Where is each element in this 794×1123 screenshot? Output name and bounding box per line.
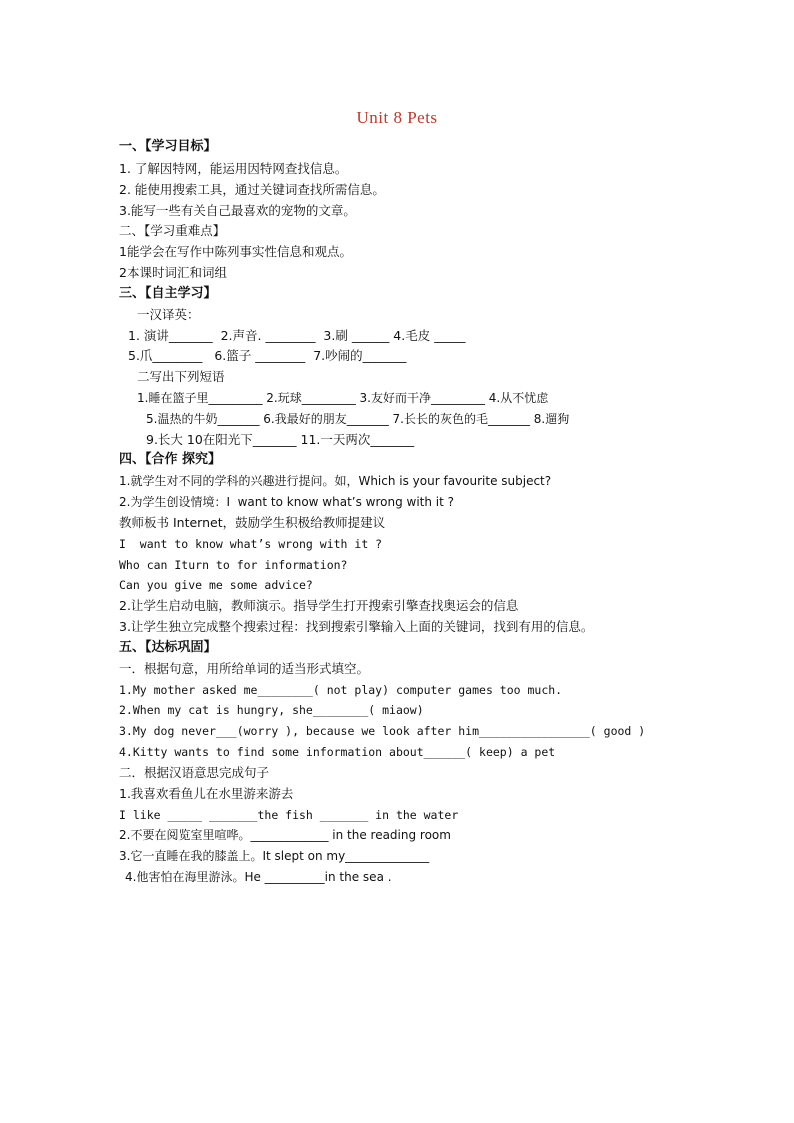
exercise-line: 9.长大 10在阳光下_______ 11.一天两次_______ xyxy=(146,432,415,447)
text-line: 2. 能使用搜索工具，通过关键词查找所需信息。 xyxy=(119,182,385,197)
section-heading: 三、【自主学习】 xyxy=(119,286,217,301)
section-heading: 一、【学习目标】 xyxy=(119,139,217,154)
text-line: 3.让学生独立完成整个搜索过程：找到搜索引擎输入上面的关键词，找到有用的信息。 xyxy=(119,619,594,634)
text-line: 1能学会在写作中陈列事实性信息和观点。 xyxy=(119,244,352,259)
exercise-line: 5.爪________ 6.篮子 ________ 7.吵闹的_______ xyxy=(128,348,407,363)
text-line: 1. 了解因特网，能运用因特网查找信息。 xyxy=(119,161,348,176)
exercise-line: 1.睡在篮子里_________ 2.玩球_________ 3.友好而干净_________ 4.从不忧虑 xyxy=(137,391,549,405)
text-line: 3.能写一些有关自己最喜欢的宠物的文章。 xyxy=(119,203,356,218)
exercise-line: 2.不要在阅览室里喧哗。_____________ in the reading room xyxy=(119,828,451,842)
text-line: Who can Iturn to for information? xyxy=(119,558,348,572)
exercise-line: 1. 演讲_______ 2.声音. ________ 3.刷 ______ 4.毛皮 _____ xyxy=(128,328,466,343)
text-line: I want to know what’s wrong with it ? xyxy=(119,537,383,551)
page-title: Unit 8 Pets xyxy=(356,108,438,127)
text-line: 2.让学生启动电脑，教师演示。指导学生打开搜索引擎查找奥运会的信息 xyxy=(119,598,519,613)
exercise-line: 3.它一直睡在我的膝盖上。It slept on my______________ xyxy=(119,849,430,863)
section-heading: 五、【达标巩固】 xyxy=(119,640,217,655)
exercise-line: 4.Kitty wants to find some information about______( keep) a pet xyxy=(119,745,556,759)
text-line: 一．根据句意，用所给单词的适当形式填空。 xyxy=(119,661,370,676)
exercise-line: I like _____ _______the fish _______ in the water xyxy=(119,808,459,822)
section-heading: 二、【学习重难点】 xyxy=(119,223,226,238)
exercise-line: 4.他害怕在海里游泳。He __________in the sea . xyxy=(125,870,392,884)
exercise-line: 1.我喜欢看鱼儿在水里游来游去 xyxy=(119,786,294,801)
exercise-line: 2.When my cat is hungry, she________( miaow) xyxy=(119,703,424,717)
text-line: 1.就学生对不同的学科的兴趣进行提问。如，Which is your favourite subject? xyxy=(119,474,552,488)
text-line: 一汉译英： xyxy=(137,307,200,322)
section-heading: 四、【合作 探究】 xyxy=(119,452,222,467)
text-line: Can you give me some advice? xyxy=(119,578,313,592)
exercise-line: 5.温热的牛奶_______ 6.我最好的朋友_______ 7.长长的灰色的毛_______ 8.遛狗 xyxy=(146,412,570,426)
text-line: 二写出下列短语 xyxy=(137,369,225,384)
text-line: 教师板书 Internet，鼓励学生积极给教师提建议 xyxy=(119,515,386,530)
text-line: 2.为学生创设情境：I want to know what’s wrong with it ? xyxy=(119,495,455,509)
text-line: 2本课时词汇和词组 xyxy=(119,265,227,280)
text-line: 二．根据汉语意思完成句子 xyxy=(119,765,270,780)
exercise-line: 1.My mother asked me________( not play) computer games too much. xyxy=(119,683,563,697)
exercise-line: 3.My dog never___(worry ), because we look after him________________( good ) xyxy=(119,724,646,738)
